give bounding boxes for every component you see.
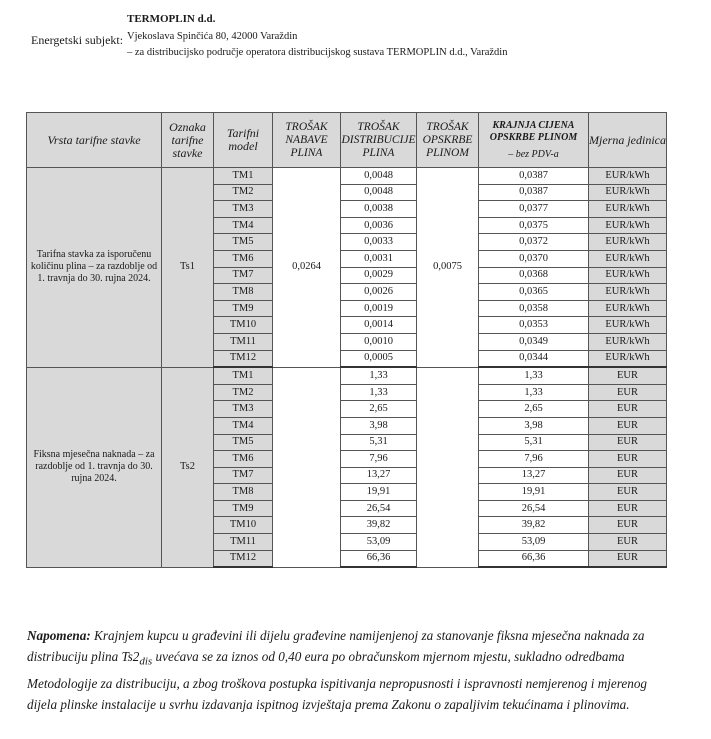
- tariff-model-cell: TM6: [214, 451, 273, 468]
- tariff-model-cell: TM10: [214, 317, 273, 334]
- header-final-price: [479, 113, 589, 168]
- final-price-cell: 3,98: [479, 417, 589, 434]
- final-price-cell: 5,31: [479, 434, 589, 451]
- distribution-cost-cell: 0,0048: [341, 184, 417, 201]
- tariff-model-cell: TM7: [214, 467, 273, 484]
- distribution-cost-cell: 53,09: [341, 534, 417, 551]
- distribution-cost-cell: 0,0026: [341, 284, 417, 301]
- final-price-cell: 1,33: [479, 367, 589, 384]
- distribution-area-note: – za distribucijsko područje operatora distribucijskog sustava TERMOPLIN d.d., Varaždin: [127, 47, 508, 58]
- distribution-cost-cell: 0,0033: [341, 234, 417, 251]
- table-row: [27, 367, 667, 384]
- final-price-cell: 0,0349: [479, 333, 589, 350]
- unit-cell: EUR: [589, 550, 667, 567]
- unit-cell: EUR: [589, 451, 667, 468]
- distribution-cost-cell: 3,98: [341, 417, 417, 434]
- final-price-cell: 0,0370: [479, 250, 589, 267]
- final-price-cell: 2,65: [479, 401, 589, 418]
- final-price-cell: 1,33: [479, 384, 589, 401]
- final-price-cell: 7,96: [479, 451, 589, 468]
- unit-cell: EUR/kWh: [589, 350, 667, 367]
- tariff-model-cell: TM4: [214, 417, 273, 434]
- tariff-model-cell: TM1: [214, 367, 273, 384]
- distribution-cost-cell: 26,54: [341, 500, 417, 517]
- retail-cost-cell: 0,0075: [417, 168, 479, 368]
- unit-cell: EUR: [589, 484, 667, 501]
- table-body: [27, 168, 667, 568]
- unit-cell: EUR/kWh: [589, 217, 667, 234]
- distribution-cost-cell: 0,0005: [341, 350, 417, 367]
- unit-cell: EUR: [589, 384, 667, 401]
- tariff-model-cell: TM10: [214, 517, 273, 534]
- distribution-cost-cell: 39,82: [341, 517, 417, 534]
- unit-cell: EUR: [589, 434, 667, 451]
- unit-cell: EUR/kWh: [589, 234, 667, 251]
- header-supply-cost: TROŠAK NABAVE PLINA: [273, 113, 341, 168]
- footnote-text-2: uvećava se za iznos od 0,40 eura po obračunskom mjernom mjestu, sukladno odredbama Metodologije za distribuciju, a zbog troškova postupka ispitivanja nepropusnosti i ispravnosti nemjerenog i mjerenog dijela plinske instalacije u svrhu izdavanja ispitnog izvještaja prema Zakonu o zapaljivim tekućinama i plinovima.: [27, 649, 648, 713]
- unit-cell: EUR: [589, 517, 667, 534]
- unit-cell: EUR: [589, 534, 667, 551]
- tariff-model-cell: TM1: [214, 168, 273, 185]
- distribution-cost-cell: 0,0038: [341, 201, 417, 218]
- final-price-cell: 0,0358: [479, 300, 589, 317]
- tariff-model-cell: TM2: [214, 184, 273, 201]
- unit-cell: EUR: [589, 500, 667, 517]
- unit-cell: EUR/kWh: [589, 184, 667, 201]
- tariff-description: Fiksna mjesečna naknada – za razdoblje od 1. travnja do 30. rujna 2024.: [27, 367, 162, 567]
- footnote-subscript: dis: [139, 655, 153, 668]
- supply-cost-cell: 0,0264: [273, 168, 341, 368]
- tariff-model-cell: TM2: [214, 384, 273, 401]
- unit-cell: EUR: [589, 467, 667, 484]
- company-address: Vjekoslava Spinčića 80, 42000 Varaždin: [127, 31, 298, 42]
- header-tariff-model: Tarifni model: [214, 113, 273, 168]
- final-price-cell: 19,91: [479, 484, 589, 501]
- final-price-cell: 0,0377: [479, 201, 589, 218]
- tariff-model-cell: TM4: [214, 217, 273, 234]
- distribution-cost-cell: 1,33: [341, 384, 417, 401]
- tariff-model-cell: TM7: [214, 267, 273, 284]
- distribution-cost-cell: 66,36: [341, 550, 417, 567]
- unit-cell: EUR/kWh: [589, 284, 667, 301]
- final-price-cell: 13,27: [479, 467, 589, 484]
- tariff-model-cell: TM11: [214, 534, 273, 551]
- tariff-model-cell: TM5: [214, 434, 273, 451]
- tariff-model-cell: TM11: [214, 333, 273, 350]
- final-price-cell: 0,0344: [479, 350, 589, 367]
- final-price-cell: 0,0372: [479, 234, 589, 251]
- retail-cost-cell: [417, 367, 479, 567]
- final-price-cell: 0,0375: [479, 217, 589, 234]
- supply-cost-cell: [273, 367, 341, 567]
- distribution-cost-cell: 2,65: [341, 401, 417, 418]
- table-header-row: [27, 113, 667, 168]
- unit-cell: EUR/kWh: [589, 317, 667, 334]
- distribution-cost-cell: 7,96: [341, 451, 417, 468]
- unit-cell: EUR: [589, 417, 667, 434]
- unit-cell: EUR/kWh: [589, 300, 667, 317]
- distribution-cost-cell: 19,91: [341, 484, 417, 501]
- distribution-cost-cell: 0,0031: [341, 250, 417, 267]
- header-retail-cost: TROŠAK OPSKRBE PLINOM: [417, 113, 479, 168]
- distribution-cost-cell: 0,0048: [341, 168, 417, 185]
- tariff-model-cell: TM3: [214, 201, 273, 218]
- unit-cell: EUR/kWh: [589, 201, 667, 218]
- header-tariff-code: Oznaka tarifne stavke: [162, 113, 214, 168]
- tariff-code: Ts1: [162, 168, 214, 368]
- unit-cell: EUR: [589, 401, 667, 418]
- header-unit: Mjerna jedinica: [589, 113, 667, 168]
- distribution-cost-cell: 1,33: [341, 367, 417, 384]
- final-price-cell: 66,36: [479, 550, 589, 567]
- final-price-cell: 0,0353: [479, 317, 589, 334]
- header-final-price-sub: – bez PDV-a: [508, 148, 559, 160]
- distribution-cost-cell: 0,0036: [341, 217, 417, 234]
- tariff-model-cell: TM9: [214, 500, 273, 517]
- tariff-model-cell: TM8: [214, 284, 273, 301]
- tariff-model-cell: TM9: [214, 300, 273, 317]
- distribution-cost-cell: 0,0019: [341, 300, 417, 317]
- header-tariff-type: Vrsta tarifne stavke: [27, 113, 162, 168]
- tariff-model-cell: TM6: [214, 250, 273, 267]
- unit-cell: EUR/kWh: [589, 267, 667, 284]
- tariff-model-cell: TM5: [214, 234, 273, 251]
- final-price-cell: 0,0387: [479, 184, 589, 201]
- unit-cell: EUR/kWh: [589, 168, 667, 185]
- footnote: [27, 625, 677, 715]
- unit-cell: EUR: [589, 367, 667, 384]
- distribution-cost-cell: 0,0010: [341, 333, 417, 350]
- tariff-model-cell: TM12: [214, 350, 273, 367]
- final-price-cell: 0,0365: [479, 284, 589, 301]
- header-distribution-cost: TROŠAK DISTRIBUCIJE PLINA: [341, 113, 417, 168]
- footnote-label: Napomena:: [27, 628, 91, 643]
- tariff-model-cell: TM8: [214, 484, 273, 501]
- final-price-cell: 0,0368: [479, 267, 589, 284]
- energy-subject-label: Energetski subjekt:: [31, 33, 124, 47]
- tariff-code: Ts2: [162, 367, 214, 567]
- tariff-model-cell: TM12: [214, 550, 273, 567]
- final-price-cell: 39,82: [479, 517, 589, 534]
- distribution-cost-cell: 13,27: [341, 467, 417, 484]
- tariff-description: Tarifna stavka za isporučenu količinu plina – za razdoblje od 1. travnja do 30. rujna 2024.: [27, 168, 162, 368]
- tariff-table: [26, 112, 667, 568]
- distribution-cost-cell: 5,31: [341, 434, 417, 451]
- footnote-text-1: Krajnjem kupcu u građevini ili dijelu građevine namijenjenoj za stanovanje fiksna mjesečna naknada za distribuciju plina Ts2: [27, 628, 645, 665]
- distribution-cost-cell: 0,0029: [341, 267, 417, 284]
- unit-cell: EUR/kWh: [589, 250, 667, 267]
- final-price-cell: 53,09: [479, 534, 589, 551]
- final-price-cell: 26,54: [479, 500, 589, 517]
- distribution-cost-cell: 0,0014: [341, 317, 417, 334]
- table-row: [27, 168, 667, 185]
- company-name: TERMOPLIN d.d.: [127, 13, 216, 25]
- header-final-price-title: KRAJNJA CIJENA OPSKRBE PLINOM: [489, 119, 578, 143]
- unit-cell: EUR/kWh: [589, 333, 667, 350]
- tariff-model-cell: TM3: [214, 401, 273, 418]
- final-price-cell: 0,0387: [479, 168, 589, 185]
